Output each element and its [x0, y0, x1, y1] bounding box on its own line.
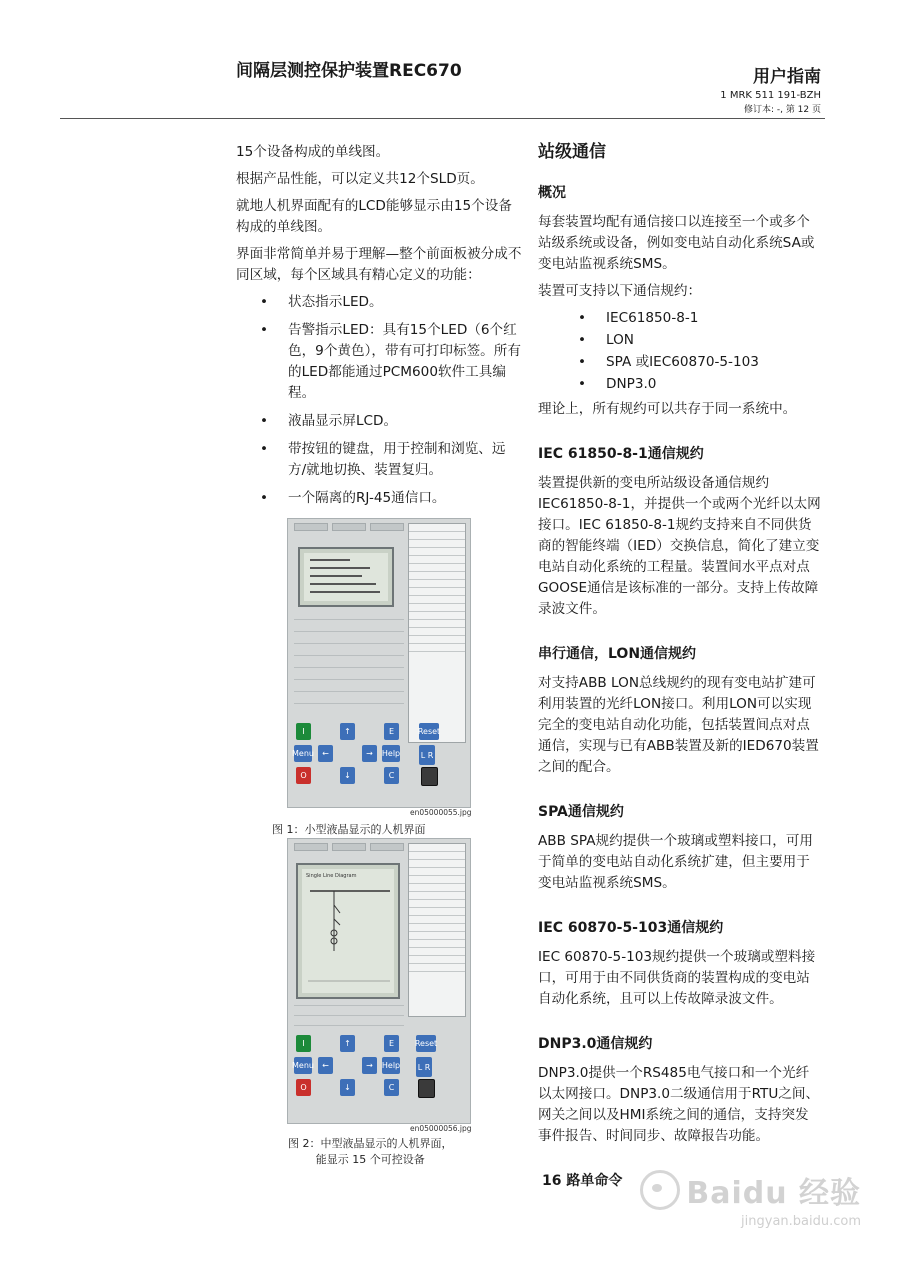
- iec61850-text: 装置提供新的变电所站级设备通信规约IEC61850-8-1，并提供一个或两个光纤以太网接口。IEC 61850-8-1规约支持来自不同供货商的智能终端（IED）交换信息，简化了建立变电站自动化系统的工程量。装置间水平点对点GOOSE通信是该标准的一部分。支持上传故障录波文件。: [538, 475, 821, 617]
- figure-1-caption: 图 1：小型液晶显示的人机界面: [272, 823, 426, 836]
- baidu-watermark: [640, 1168, 861, 1229]
- up-arrow-icon[interactable]: ↑: [340, 723, 355, 740]
- trip-led: [370, 523, 404, 531]
- clear-key[interactable]: C: [384, 767, 399, 784]
- protocol-list: [538, 308, 822, 395]
- figure-2-device-image: [287, 838, 471, 1124]
- single-line-diagram-graphic: [304, 881, 394, 991]
- status-led-row: [294, 523, 404, 531]
- left-arrow-icon[interactable]: ←: [318, 745, 333, 762]
- guide-label: 用户指南: [753, 67, 821, 87]
- figure-1-device-image: [287, 518, 471, 808]
- left-para-2: 根据产品性能，可以定义共12个SLD页。: [236, 171, 484, 187]
- spa-heading: SPA通信规约: [538, 804, 624, 820]
- lon-text: 对支持ABB LON总线规约的现有变电站扩建可利用装置的光纤LON接口。利用LON可以实现完全的变电站自动化功能，包括装置间点对点通信，实现与已有ABB装置及新的IED670装置之间的配合。: [538, 675, 819, 775]
- open-key[interactable]: O: [296, 1079, 311, 1096]
- right-arrow-icon[interactable]: →: [362, 1057, 377, 1074]
- list-item: • 状态指示LED。: [236, 292, 522, 313]
- figure-2-filename: en05000056.jpg: [410, 1124, 472, 1133]
- figure-2-caption: [288, 1136, 453, 1168]
- figure-2-caption-line-2: 能显示 15 个可控设备: [315, 1153, 425, 1166]
- start-led: [332, 843, 366, 851]
- next-section-heading: 16 路单命令: [542, 1173, 623, 1189]
- iec60870-heading: IEC 60870-5-103通信规约: [538, 920, 724, 936]
- dnp-heading: DNP3.0通信规约: [538, 1036, 653, 1052]
- down-arrow-icon[interactable]: ↓: [340, 767, 355, 784]
- open-key[interactable]: O: [296, 767, 311, 784]
- overview-text: 每套装置均配有通信接口以连接至一个或多个站级系统或设备，例如变电站自动化系统SA或变电站监视系统SMS。: [538, 214, 815, 272]
- screen-title: Single Line Diagram: [306, 873, 357, 879]
- left-column: [236, 142, 522, 516]
- medium-lcd-screen: [296, 863, 400, 999]
- paw-icon: [640, 1170, 680, 1210]
- protocols-intro: 装置可支持以下通信规约：: [538, 283, 702, 299]
- lon-heading: 串行通信，LON通信规约: [538, 646, 697, 662]
- section-title: 站级通信: [538, 142, 606, 162]
- left-para-1: 15个设备构成的单线图。: [236, 144, 390, 160]
- header-divider: [60, 118, 825, 119]
- enter-key[interactable]: E: [384, 1035, 399, 1052]
- reset-key[interactable]: Reset: [416, 1035, 436, 1052]
- iec61850-heading: IEC 61850-8-1通信规约: [538, 446, 704, 462]
- document-number: 1 MRK 511 191-BZH: [720, 90, 821, 101]
- menu-key[interactable]: Menu: [294, 745, 312, 762]
- alarm-label-strip: [408, 523, 466, 743]
- right-column: [538, 142, 822, 1200]
- ready-led: [294, 523, 328, 531]
- reset-key[interactable]: Reset: [419, 723, 439, 740]
- iec60870-text: IEC 60870-5-103规约提供一个玻璃或塑料接口，可用于由不同供货商的装置构成的变电站自动化系统，且可以上传故障录波文件。: [538, 949, 816, 1007]
- watermark-brand: Baidu 经验: [686, 1176, 861, 1211]
- figure-1-filename: en05000055.jpg: [410, 808, 472, 817]
- figure-2-caption-line-1: 图 2：中型液晶显示的人机界面，: [288, 1137, 453, 1150]
- rj45-port-icon: [421, 767, 438, 786]
- dnp-text: DNP3.0提供一个RS485电气接口和一个光纤以太网接口。DNP3.0二级通信用于RTU之间、网关之间以及HMI系统之间的通信，支持突发事件报告、时间同步、故障报告功能。: [538, 1065, 820, 1144]
- document-title: 间隔层测控保护装置REC670: [236, 61, 462, 81]
- local-remote-key[interactable]: L R: [416, 1057, 432, 1077]
- revision-page: 修订本: -, 第 12 页: [743, 105, 821, 115]
- trip-led: [370, 843, 404, 851]
- help-key[interactable]: Help: [382, 1057, 400, 1074]
- status-led-row: [294, 843, 404, 851]
- help-key[interactable]: Help: [382, 745, 400, 762]
- list-item: • 一个隔离的RJ-45通信口。: [236, 488, 522, 509]
- list-item: • 告警指示LED：具有15个LED（6个红色，9个黄色），带有可打印标签。所有的LED都能通过PCM600软件工具编程。: [236, 320, 522, 404]
- list-item: • 带按钮的键盘，用于控制和浏览、远方/就地切换、装置复归。: [236, 439, 522, 481]
- local-remote-key[interactable]: L R: [419, 745, 435, 765]
- left-arrow-icon[interactable]: ←: [318, 1057, 333, 1074]
- left-para-3: 就地人机界面配有的LCD能够显示由15个设备构成的单线图。: [236, 198, 512, 235]
- list-item: • 液晶显示屏LCD。: [236, 411, 522, 432]
- close-key[interactable]: I: [296, 723, 311, 740]
- list-item: • LON: [538, 330, 822, 351]
- list-item: • IEC61850-8-1: [538, 308, 822, 329]
- clear-key[interactable]: C: [384, 1079, 399, 1096]
- coexist-text: 理论上，所有规约可以共存于同一系统中。: [538, 401, 797, 417]
- down-arrow-icon[interactable]: ↓: [340, 1079, 355, 1096]
- left-para-4: 界面非常简单并易于理解—整个前面板被分成不同区域，每个区域具有精心定义的功能：: [236, 246, 522, 283]
- up-arrow-icon[interactable]: ↑: [340, 1035, 355, 1052]
- header-right: [720, 62, 821, 115]
- overview-heading: 概况: [538, 185, 566, 201]
- panel-feature-list: [236, 292, 522, 509]
- small-lcd-screen: [298, 547, 394, 607]
- rj45-port-icon: [418, 1079, 435, 1098]
- right-arrow-icon[interactable]: →: [362, 745, 377, 762]
- alarm-label-strip: [408, 843, 466, 1017]
- ready-led: [294, 843, 328, 851]
- list-item: • SPA 或IEC60870-5-103: [538, 352, 822, 373]
- start-led: [332, 523, 366, 531]
- enter-key[interactable]: E: [384, 723, 399, 740]
- watermark-url: jingyan.baidu.com: [741, 1214, 861, 1229]
- watermark-logo: [640, 1168, 861, 1212]
- menu-key[interactable]: Menu: [294, 1057, 312, 1074]
- close-key[interactable]: I: [296, 1035, 311, 1052]
- spa-text: ABB SPA规约提供一个玻璃或塑料接口，可用于简单的变电站自动化系统扩建，但主要用于变电站监视系统SMS。: [538, 833, 814, 891]
- list-item: • DNP3.0: [538, 374, 822, 395]
